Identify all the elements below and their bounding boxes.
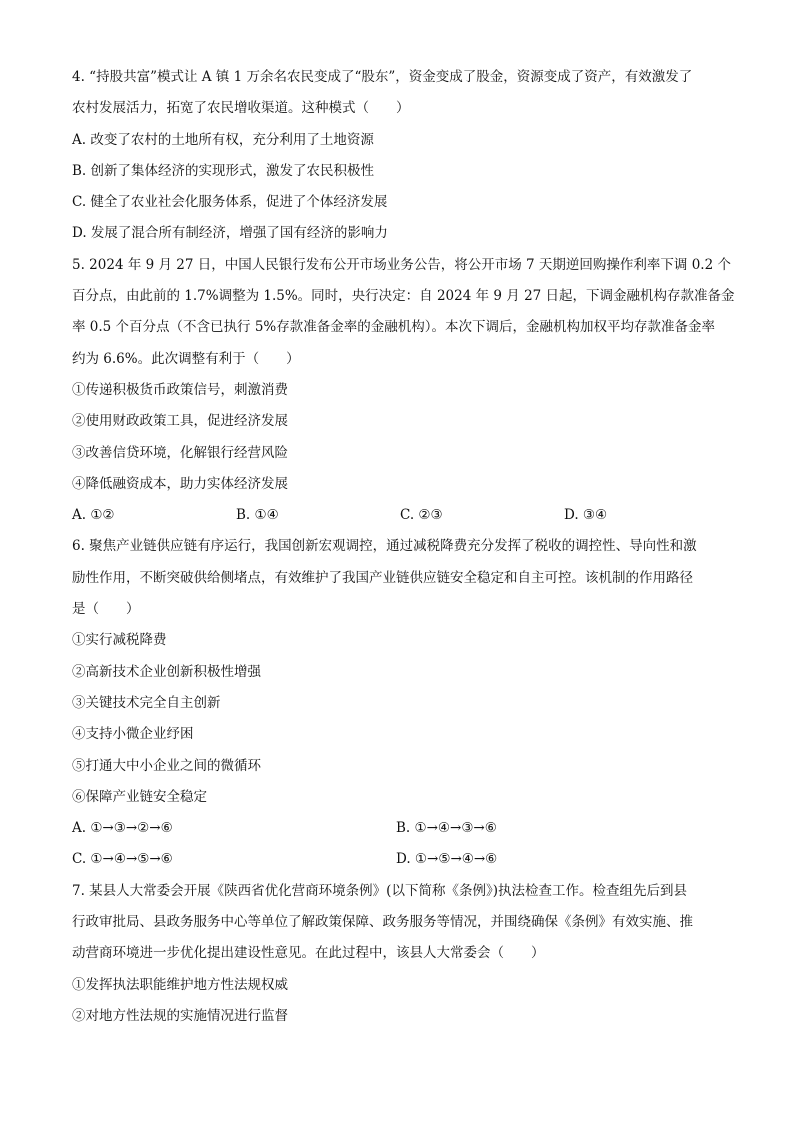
question-4-stem <box>72 62 728 125</box>
question-6 <box>72 531 728 875</box>
stem-line: 百分点，由此前的 1.7%调整为 1.5%。同时，央行决定：自 2024 年 9 月 27 日起，下调金融机构存款准备金 <box>72 288 735 305</box>
option-c: C. 健全了农业社会化服务体系，促进了个体经济发展 <box>72 194 388 211</box>
statement-item: ④降低融资成本，助力实体经济发展 <box>72 475 288 492</box>
question-7 <box>72 876 728 1032</box>
statement-item: ①发挥执法职能维护地方性法规权威 <box>72 976 288 993</box>
stem-line: 是（ ） <box>72 601 140 618</box>
question-7-stem <box>72 876 728 970</box>
option-d: D. ③④ <box>564 507 608 524</box>
stem-line: 农村发展活力，拓宽了农民增收渠道。这种模式（ ） <box>72 100 410 117</box>
question-6-options-row-1 <box>72 813 728 844</box>
stem-line: 行政审批局、县政务服务中心等单位了解政策保障、政务服务等情况，并围绕确保《条例》有效实施、推 <box>72 914 693 931</box>
option-b: B. 创新了集体经济的实现形式，激发了农民积极性 <box>72 162 375 179</box>
statement-item: ①传递积极货币政策信号，刺激消费 <box>72 381 288 398</box>
statement-item: ③改善信贷环境，化解银行经营风险 <box>72 444 288 461</box>
option-b: B. ①④ <box>236 507 279 524</box>
stem-line: 5. 2024 年 9 月 27 日，中国人民银行发布公开市场业务公告，将公开市场 7 天期逆回购操作利率下调 0.2 个 <box>72 256 731 273</box>
statement-item: ②使用财政政策工具，促进经济发展 <box>72 413 288 430</box>
statement-item: ④支持小微企业纾困 <box>72 726 194 743</box>
stem-line: 励性作用，不断突破供给侧堵点，有效维护了我国产业链供应链安全稳定和自主可控。该机制的作用路径 <box>72 569 693 586</box>
question-5-options <box>72 500 728 531</box>
stem-line: 动营商环境进一步优化提出建设性意见。在此过程中，该县人大常委会（ ） <box>72 945 545 962</box>
question-5-stem <box>72 250 735 375</box>
stem-line: 率 0.5 个百分点（不含已执行 5%存款准备金率的金融机构）。本次下调后，金融机构加权平均存款准备金率 <box>72 319 716 336</box>
stem-line: 约为 6.6%。此次调整有利于（ ） <box>72 350 300 367</box>
question-5 <box>72 250 735 532</box>
option-a: A. 改变了农村的土地所有权，充分利用了土地资源 <box>72 131 374 148</box>
question-6-stem <box>72 531 728 625</box>
option-b: B. ①→④→③→⑥ <box>396 820 497 837</box>
stem-line: 7. 某县人大常委会开展《陕西省优化营商环境条例》(以下简称《条例》)执法检查工作。检查组先后到县 <box>72 882 687 899</box>
statement-item: ⑥保障产业链安全稳定 <box>72 788 207 805</box>
option-c: C. ①→④→⑤→⑥ <box>72 851 173 868</box>
option-d: D. 发展了混合所有制经济，增强了国有经济的影响力 <box>72 225 388 242</box>
question-4 <box>72 62 728 250</box>
option-d: D. ①→⑤→④→⑥ <box>396 851 498 868</box>
statement-item: ②高新技术企业创新积极性增强 <box>72 663 261 680</box>
option-c: C. ②③ <box>400 507 443 524</box>
exam-page <box>72 62 735 1032</box>
option-a: A. ①② <box>72 507 115 524</box>
statement-item: ③关键技术完全自主创新 <box>72 694 221 711</box>
statement-item: ①实行减税降费 <box>72 632 167 649</box>
stem-line: 6. 聚焦产业链供应链有序运行，我国创新宏观调控，通过减税降费充分发挥了税收的调控性、导向性和激 <box>72 538 697 555</box>
question-6-options-row-2 <box>72 844 728 875</box>
statement-item: ⑤打通大中小企业之间的微循环 <box>72 757 261 774</box>
option-a: A. ①→③→②→⑥ <box>72 820 173 837</box>
statement-item: ②对地方性法规的实施情况进行监督 <box>72 1007 288 1024</box>
stem-line: 4. “持股共富”模式让 A 镇 1 万余名农民变成了“股东”，资金变成了股金，资源变成了资产，有效激发了 <box>72 69 693 85</box>
